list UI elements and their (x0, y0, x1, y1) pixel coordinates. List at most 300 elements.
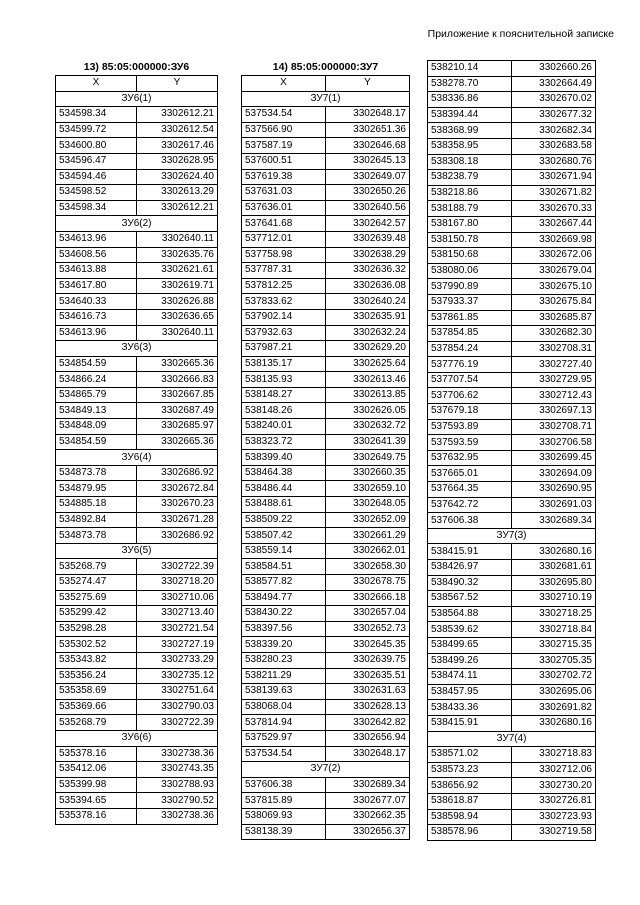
table-row (428, 216, 596, 232)
y-coordinate: 3302635.76 (137, 247, 218, 263)
x-coordinate: 537664.35 (428, 482, 512, 498)
y-coordinate: 3302667.85 (137, 387, 218, 403)
x-coordinate: 534854.59 (56, 434, 137, 450)
x-coordinate: 538138.39 (242, 824, 326, 840)
section-row (56, 91, 218, 107)
y-coordinate: 3302671.82 (512, 185, 596, 201)
table-zu7-column (241, 60, 410, 840)
x-coordinate: 538474.11 (428, 669, 512, 685)
x-coordinate: 537529.97 (242, 730, 326, 746)
table-row (56, 169, 218, 185)
table-row (56, 278, 218, 294)
x-coordinate: 537632.95 (428, 450, 512, 466)
x-coordinate: 534879.95 (56, 481, 137, 497)
section-label: ЗУ7(1) (242, 91, 410, 107)
section-row (56, 543, 218, 559)
x-coordinate: 535378.16 (56, 746, 137, 762)
x-coordinate: 534613.96 (56, 325, 137, 341)
y-coordinate: 3302683.58 (512, 138, 596, 154)
y-coordinate: 3302712.06 (512, 762, 596, 778)
table-row (56, 107, 218, 123)
y-coordinate: 3302706.58 (512, 435, 596, 451)
table-row (428, 248, 596, 264)
x-coordinate: 534598.34 (56, 200, 137, 216)
x-coordinate: 538167.80 (428, 216, 512, 232)
table-row (56, 138, 218, 154)
x-coordinate: 537587.19 (242, 138, 326, 154)
x-coordinate: 537812.25 (242, 278, 326, 294)
x-coordinate: 538539.62 (428, 622, 512, 638)
section-label: ЗУ7(4) (428, 731, 596, 747)
coordinates-table (427, 60, 596, 841)
x-coordinate: 537665.01 (428, 466, 512, 482)
table-row (242, 122, 410, 138)
x-coordinate: 534608.56 (56, 247, 137, 263)
x-coordinate: 535274.47 (56, 575, 137, 591)
table-row (242, 684, 410, 700)
table-row (56, 387, 218, 403)
table-row (242, 138, 410, 154)
x-coordinate: 537636.01 (242, 200, 326, 216)
table-row (428, 107, 596, 123)
table-row (56, 325, 218, 341)
x-coordinate: 537854.24 (428, 341, 512, 357)
x-coordinate: 538150.68 (428, 248, 512, 264)
x-coordinate: 538415.91 (428, 715, 512, 731)
x-coordinate: 538188.79 (428, 201, 512, 217)
table-row (428, 435, 596, 451)
table-row (56, 263, 218, 279)
y-coordinate: 3302636.32 (326, 263, 410, 279)
x-coordinate: 537606.38 (242, 777, 326, 793)
table-row (242, 575, 410, 591)
y-coordinate: 3302675.84 (512, 294, 596, 310)
x-coordinate: 534885.18 (56, 497, 137, 513)
x-coordinate: 538368.99 (428, 123, 512, 139)
table-row (56, 497, 218, 513)
table-row (56, 185, 218, 201)
y-coordinate: 3302723.93 (512, 809, 596, 825)
x-coordinate: 534865.79 (56, 387, 137, 403)
x-coordinate: 538068.04 (242, 699, 326, 715)
x-coordinate: 538426.97 (428, 560, 512, 576)
x-coordinate: 538148.27 (242, 387, 326, 403)
y-coordinate: 3302613.85 (326, 387, 410, 403)
section-label: ЗУ6(6) (56, 730, 218, 746)
y-coordinate: 3302658.30 (326, 559, 410, 575)
x-coordinate: 537987.21 (242, 341, 326, 357)
table-row (428, 404, 596, 420)
table-row (56, 481, 218, 497)
table-row (428, 92, 596, 108)
table-row (56, 668, 218, 684)
x-coordinate: 534613.88 (56, 263, 137, 279)
table-row (56, 419, 218, 435)
table-row (428, 684, 596, 700)
x-coordinate: 538559.14 (242, 543, 326, 559)
table-row (56, 372, 218, 388)
section-label: ЗУ7(2) (242, 762, 410, 778)
section-label: ЗУ6(5) (56, 543, 218, 559)
x-coordinate: 538218.86 (428, 185, 512, 201)
table-row (56, 575, 218, 591)
x-coordinate: 537600.51 (242, 153, 326, 169)
table-row (56, 465, 218, 481)
y-coordinate: 3302738.36 (137, 808, 218, 824)
table-row (56, 699, 218, 715)
table-row (56, 528, 218, 544)
table-row (242, 341, 410, 357)
table-row (242, 808, 410, 824)
y-coordinate: 3302640.11 (137, 325, 218, 341)
x-coordinate: 534617.80 (56, 278, 137, 294)
table-row (56, 309, 218, 325)
x-coordinate: 535399.98 (56, 777, 137, 793)
y-coordinate: 3302619.71 (137, 278, 218, 294)
table-header-row (242, 76, 410, 92)
y-coordinate: 3302685.97 (137, 419, 218, 435)
table-row (428, 544, 596, 560)
y-coordinate: 3302672.84 (137, 481, 218, 497)
table-row (56, 247, 218, 263)
section-label: ЗУ6(3) (56, 341, 218, 357)
x-coordinate: 538499.65 (428, 637, 512, 653)
y-coordinate: 3302613.29 (137, 185, 218, 201)
x-coordinate: 537593.89 (428, 419, 512, 435)
y-coordinate: 3302657.04 (326, 606, 410, 622)
x-coordinate: 534854.59 (56, 356, 137, 372)
table-row (56, 122, 218, 138)
table-title: 14) 85:05:000000:ЗУ7 (272, 61, 379, 73)
table-row (242, 528, 410, 544)
y-coordinate: 3302708.71 (512, 419, 596, 435)
x-coordinate: 537631.03 (242, 185, 326, 201)
y-coordinate: 3302646.68 (326, 138, 410, 154)
y-coordinate: 3302675.10 (512, 279, 596, 295)
table-row (428, 793, 596, 809)
x-coordinate: 537679.18 (428, 404, 512, 420)
y-coordinate: 3302652.09 (326, 512, 410, 528)
y-coordinate: 3302640.24 (326, 294, 410, 310)
y-coordinate: 3302642.57 (326, 216, 410, 232)
y-coordinate: 3302790.03 (137, 699, 218, 715)
y-coordinate: 3302690.95 (512, 482, 596, 498)
y-column-header: Y (326, 76, 410, 92)
section-row (56, 450, 218, 466)
x-coordinate: 538578.96 (428, 825, 512, 841)
table-row (56, 637, 218, 653)
x-coordinate: 537815.89 (242, 793, 326, 809)
table-row (242, 699, 410, 715)
table-row (428, 138, 596, 154)
y-coordinate: 3302612.54 (137, 122, 218, 138)
y-coordinate: 3302639.48 (326, 231, 410, 247)
y-coordinate: 3302715.35 (512, 637, 596, 653)
y-coordinate: 3302694.09 (512, 466, 596, 482)
table-row (242, 512, 410, 528)
x-coordinate: 534848.09 (56, 419, 137, 435)
y-coordinate: 3302636.65 (137, 309, 218, 325)
y-coordinate: 3302665.36 (137, 356, 218, 372)
table-row (428, 388, 596, 404)
x-coordinate: 538135.93 (242, 372, 326, 388)
x-coordinate: 537932.63 (242, 325, 326, 341)
x-coordinate: 534849.13 (56, 403, 137, 419)
coordinates-table (55, 75, 218, 825)
x-coordinate: 535268.79 (56, 715, 137, 731)
y-coordinate: 3302656.37 (326, 824, 410, 840)
y-coordinate: 3302661.29 (326, 528, 410, 544)
table-row (56, 621, 218, 637)
table-row (428, 497, 596, 513)
y-coordinate: 3302733.29 (137, 652, 218, 668)
x-coordinate: 538394.44 (428, 107, 512, 123)
y-coordinate: 3302662.35 (326, 808, 410, 824)
x-coordinate: 534873.78 (56, 528, 137, 544)
x-coordinate: 534598.34 (56, 107, 137, 123)
y-coordinate: 3302670.23 (137, 497, 218, 513)
y-coordinate: 3302629.20 (326, 341, 410, 357)
y-coordinate: 3302735.12 (137, 668, 218, 684)
y-coordinate: 3302718.25 (512, 606, 596, 622)
x-coordinate: 537814.94 (242, 715, 326, 731)
table-row (242, 153, 410, 169)
table-row (428, 61, 596, 77)
table-row (56, 356, 218, 372)
x-coordinate: 534873.78 (56, 465, 137, 481)
table-row (56, 403, 218, 419)
x-coordinate: 538278.70 (428, 76, 512, 92)
table-row (242, 730, 410, 746)
y-coordinate: 3302625.64 (326, 356, 410, 372)
y-coordinate: 3302642.82 (326, 715, 410, 731)
x-coordinate: 537933.37 (428, 294, 512, 310)
x-coordinate: 537566.90 (242, 122, 326, 138)
y-coordinate: 3302708.31 (512, 341, 596, 357)
table-row (56, 684, 218, 700)
table-row (242, 465, 410, 481)
table-title: 13) 85:05:000000:ЗУ6 (83, 61, 190, 73)
x-coordinate: 537902.14 (242, 309, 326, 325)
y-coordinate: 3302695.06 (512, 684, 596, 700)
table-row (428, 326, 596, 342)
y-coordinate: 3302699.45 (512, 450, 596, 466)
y-coordinate: 3302612.21 (137, 200, 218, 216)
x-coordinate: 538430.22 (242, 606, 326, 622)
table-row (428, 357, 596, 373)
table-row (242, 169, 410, 185)
x-coordinate: 535394.65 (56, 793, 137, 809)
y-coordinate: 3302613.46 (326, 372, 410, 388)
table-zu6-column (55, 60, 218, 825)
y-coordinate: 3302679.04 (512, 263, 596, 279)
table-row (428, 294, 596, 310)
y-coordinate: 3302722.39 (137, 715, 218, 731)
table-row (428, 591, 596, 607)
y-coordinate: 3302743.35 (137, 762, 218, 778)
x-coordinate: 535268.79 (56, 559, 137, 575)
table-row (242, 715, 410, 731)
x-coordinate: 538598.94 (428, 809, 512, 825)
x-coordinate: 538280.23 (242, 652, 326, 668)
y-coordinate: 3302738.36 (137, 746, 218, 762)
y-coordinate: 3302645.13 (326, 153, 410, 169)
table-row (428, 700, 596, 716)
header-note: Приложение к пояснительной записке (427, 28, 614, 40)
y-coordinate: 3302648.17 (326, 746, 410, 762)
y-coordinate: 3302713.40 (137, 606, 218, 622)
x-coordinate: 537854.85 (428, 326, 512, 342)
x-coordinate: 538415.91 (428, 544, 512, 560)
table-row (242, 543, 410, 559)
table-row (428, 778, 596, 794)
section-row (428, 528, 596, 544)
table-row (242, 185, 410, 201)
x-coordinate: 534600.80 (56, 138, 137, 154)
y-coordinate: 3302697.13 (512, 404, 596, 420)
x-coordinate: 537593.59 (428, 435, 512, 451)
y-coordinate: 3302671.94 (512, 170, 596, 186)
y-coordinate: 3302626.88 (137, 294, 218, 310)
x-coordinate: 537758.98 (242, 247, 326, 263)
table-row (56, 294, 218, 310)
y-column-header: Y (137, 76, 218, 92)
y-coordinate: 3302722.39 (137, 559, 218, 575)
y-coordinate: 3302721.54 (137, 621, 218, 637)
table-row (242, 107, 410, 123)
y-coordinate: 3302628.13 (326, 699, 410, 715)
y-coordinate: 3302638.29 (326, 247, 410, 263)
y-coordinate: 3302691.03 (512, 497, 596, 513)
y-coordinate: 3302632.72 (326, 419, 410, 435)
x-coordinate: 534599.72 (56, 122, 137, 138)
y-coordinate: 3302702.72 (512, 669, 596, 685)
x-coordinate: 534596.47 (56, 153, 137, 169)
table-row (242, 793, 410, 809)
y-coordinate: 3302686.92 (137, 465, 218, 481)
x-coordinate: 535356.24 (56, 668, 137, 684)
table-row (242, 387, 410, 403)
table-row (56, 652, 218, 668)
table-row (428, 669, 596, 685)
x-coordinate: 534892.84 (56, 512, 137, 528)
table-row (428, 310, 596, 326)
table-row (242, 356, 410, 372)
x-coordinate: 537641.68 (242, 216, 326, 232)
y-coordinate: 3302632.24 (326, 325, 410, 341)
section-row (56, 216, 218, 232)
section-row (242, 91, 410, 107)
table-row (242, 294, 410, 310)
table-row (242, 372, 410, 388)
x-coordinate: 534640.33 (56, 294, 137, 310)
table-row (428, 809, 596, 825)
y-coordinate: 3302718.20 (137, 575, 218, 591)
table-row (56, 231, 218, 247)
table-row (56, 200, 218, 216)
x-coordinate: 537776.19 (428, 357, 512, 373)
x-coordinate: 534616.73 (56, 309, 137, 325)
y-coordinate: 3302626.05 (326, 403, 410, 419)
x-coordinate: 538211.29 (242, 668, 326, 684)
x-coordinate: 538336.86 (428, 92, 512, 108)
y-coordinate: 3302710.19 (512, 591, 596, 607)
table-row (56, 746, 218, 762)
x-coordinate: 538210.14 (428, 61, 512, 77)
y-coordinate: 3302652.73 (326, 621, 410, 637)
table-row (428, 154, 596, 170)
table-row (242, 309, 410, 325)
table-row (428, 560, 596, 576)
table-row (242, 481, 410, 497)
y-coordinate: 3302624.40 (137, 169, 218, 185)
table-row (428, 622, 596, 638)
table-row (242, 746, 410, 762)
y-coordinate: 3302680.16 (512, 715, 596, 731)
x-coordinate: 538618.87 (428, 793, 512, 809)
y-coordinate: 3302790.52 (137, 793, 218, 809)
table-row (242, 497, 410, 513)
section-row (242, 762, 410, 778)
table-row (428, 747, 596, 763)
y-coordinate: 3302687.49 (137, 403, 218, 419)
table-row (242, 278, 410, 294)
x-coordinate: 535275.69 (56, 590, 137, 606)
table-row (56, 559, 218, 575)
x-coordinate: 538564.88 (428, 606, 512, 622)
table-row (428, 201, 596, 217)
x-coordinate: 538240.01 (242, 419, 326, 435)
x-coordinate: 537606.38 (428, 513, 512, 529)
y-coordinate: 3302678.75 (326, 575, 410, 591)
x-coordinate: 537712.01 (242, 231, 326, 247)
section-row (428, 731, 596, 747)
table-row (428, 170, 596, 186)
table-row (56, 793, 218, 809)
x-coordinate: 538238.79 (428, 170, 512, 186)
table-row (428, 606, 596, 622)
table-row (428, 232, 596, 248)
table-row (56, 512, 218, 528)
table-row (56, 808, 218, 824)
table-row (428, 653, 596, 669)
y-coordinate: 3302695.80 (512, 575, 596, 591)
table-row (428, 825, 596, 841)
y-coordinate: 3302730.20 (512, 778, 596, 794)
table-row (242, 621, 410, 637)
x-coordinate: 538656.92 (428, 778, 512, 794)
x-coordinate: 538488.61 (242, 497, 326, 513)
x-coordinate: 538080.06 (428, 263, 512, 279)
y-coordinate: 3302712.43 (512, 388, 596, 404)
y-coordinate: 3302664.49 (512, 76, 596, 92)
table-row (242, 247, 410, 263)
x-coordinate: 537787.31 (242, 263, 326, 279)
y-coordinate: 3302677.07 (326, 793, 410, 809)
x-coordinate: 538433.36 (428, 700, 512, 716)
x-coordinate: 538148.26 (242, 403, 326, 419)
table-row (56, 590, 218, 606)
table-row (428, 76, 596, 92)
table-row (428, 762, 596, 778)
x-coordinate: 538577.82 (242, 575, 326, 591)
table-row (242, 606, 410, 622)
y-coordinate: 3302617.46 (137, 138, 218, 154)
table-zu7-continued-column (427, 60, 596, 841)
x-coordinate: 538486.44 (242, 481, 326, 497)
y-coordinate: 3302640.56 (326, 200, 410, 216)
y-coordinate: 3302691.82 (512, 700, 596, 716)
